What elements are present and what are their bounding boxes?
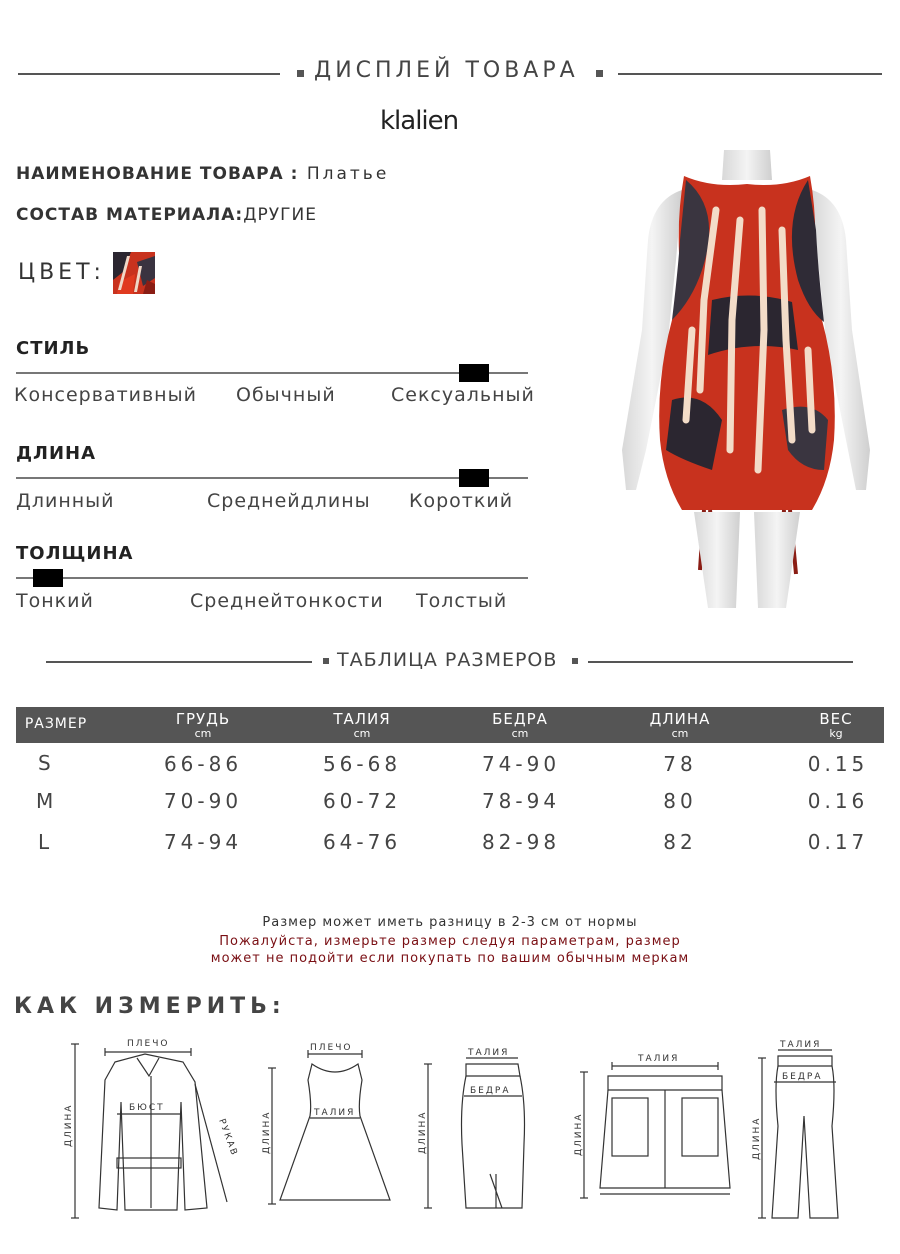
header-divider-right [618,73,882,75]
header-bullet-left [297,70,304,77]
shorts-length-label: ДЛИНА [574,1112,584,1156]
col-weight-label: ВЕС [819,710,853,728]
thickness-option-medium: Среднейтонкости [190,590,384,612]
measure-warning-line2: может не подойти если покупать по вашим обычным меркам [210,951,690,966]
col-bust [143,710,263,739]
pants-waist-label: ТАЛИЯ [780,1040,822,1050]
pants-hips-label: БЕДРА [782,1072,823,1082]
jacket-length-label: ДЛИНА [64,1103,74,1147]
product-name-row [16,164,389,184]
dress-waist-label: ТАЛИЯ [314,1108,356,1118]
size-header-bullet-left [323,658,329,664]
length-scale-marker [459,469,489,487]
product-name-label: НАИМЕНОВАНИЕ ТОВАРА : [16,164,299,184]
cell-size: S [38,751,55,775]
product-material-value: ДРУГИЕ [243,205,317,225]
col-size-label: РАЗМЕР [24,716,88,732]
header-divider-left [18,73,280,75]
thickness-scale-track [16,577,528,579]
cell-hips: 78-94 [481,789,561,813]
length-scale-track [16,477,528,479]
color-swatch [113,252,155,294]
cell-waist: 64-76 [322,830,402,854]
col-length-unit: cm [671,727,689,740]
dress-measure-diagram [262,1040,402,1210]
product-photo [612,150,882,608]
thickness-option-thin: Тонкий [16,590,94,612]
dress-shoulder-label: ПЛЕЧО [310,1043,353,1053]
length-scale-title: ДЛИНА [16,443,97,464]
col-weight-unit: kg [829,727,843,740]
pants-measure-diagram [752,1036,852,1222]
col-hips-label: БЕДРА [492,710,548,728]
cell-length: 80 [663,789,697,813]
col-waist-label: ТАЛИЯ [333,710,391,728]
col-waist-unit: cm [353,727,371,740]
cell-length: 78 [663,752,697,776]
length-option-medium: Среднейдлины [207,490,371,512]
cell-size: M [36,789,58,813]
cell-hips: 74-90 [481,752,561,776]
how-to-measure-title: КАК ИЗМЕРИТЬ: [14,994,286,1019]
cell-bust: 70-90 [163,789,243,813]
col-bust-label: ГРУДЬ [175,710,231,728]
product-material-label: СОСТАВ МАТЕРИАЛА: [16,205,244,225]
cell-bust: 74-94 [163,830,243,854]
jacket-bust-label: БЮСТ [129,1103,165,1113]
cell-weight: 0.15 [807,752,869,776]
pants-length-label: ДЛИНА [752,1116,762,1160]
cell-hips: 82-98 [481,830,561,854]
skirt-hips-label: БЕДРА [470,1086,511,1096]
length-option-short: Короткий [409,490,514,512]
length-option-long: Длинный [16,490,115,512]
jacket-sleeve-label: РУКАВ [216,1117,240,1159]
dress-length-label: ДЛИНА [262,1110,272,1154]
style-scale-title: СТИЛЬ [16,338,91,359]
shorts-measure-diagram [572,1048,742,1208]
skirt-waist-label: ТАЛИЯ [468,1048,510,1058]
col-waist [302,710,422,739]
style-option-casual: Обычный [236,384,336,406]
cell-length: 82 [663,830,697,854]
size-table-header [16,707,884,743]
cell-waist: 56-68 [322,752,402,776]
col-length [620,710,740,739]
jacket-shoulder-label: ПЛЕЧО [127,1039,170,1049]
col-hips-unit: cm [511,727,529,740]
cell-size: L [38,830,54,854]
cell-waist: 60-72 [322,789,402,813]
style-option-sexy: Сексуальный [391,384,535,406]
product-material-row [16,205,317,225]
header-bullet-right [596,70,603,77]
size-header-bullet-right [572,658,578,664]
style-option-conservative: Консервативный [14,384,197,406]
display-section-title: ДИСПЛЕЙ ТОВАРА [314,58,579,83]
col-hips [460,710,580,739]
cell-bust: 66-86 [163,752,243,776]
col-length-label: ДЛИНА [649,710,711,728]
size-tolerance-note: Размер может иметь разницу в 2-3 см от нормы [262,915,638,930]
style-scale-marker [459,364,489,382]
col-weight [776,710,896,739]
style-scale-track [16,372,528,374]
thickness-scale-marker [33,569,63,587]
cell-weight: 0.17 [807,830,869,854]
skirt-measure-diagram [418,1044,538,1214]
cell-weight: 0.16 [807,789,869,813]
thickness-option-thick: Толстый [416,590,508,612]
col-size [16,716,96,732]
product-name-value: Платье [298,164,390,184]
jacket-measure-diagram [55,1032,245,1222]
col-bust-unit: cm [194,727,212,740]
shorts-waist-label: ТАЛИЯ [638,1054,680,1064]
size-header-divider-right [588,661,853,663]
size-header-divider-left [46,661,312,663]
size-table-title: ТАБЛИЦА РАЗМЕРОВ [337,649,558,671]
thickness-scale-title: ТОЛЩИНА [16,543,134,564]
color-label: ЦВЕТ: [18,260,105,285]
measure-warning-line1: Пожалуйста, измерьте размер следуя параметрам, размер [219,934,681,949]
skirt-length-label: ДЛИНА [418,1110,428,1154]
brand-logo: klalien [380,106,459,136]
